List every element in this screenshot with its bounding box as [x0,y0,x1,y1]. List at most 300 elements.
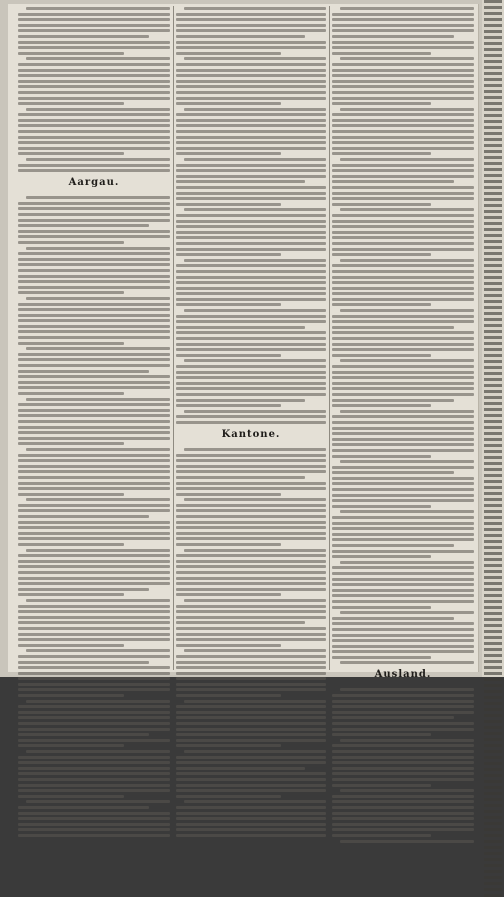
text-line-placeholder [484,876,502,879]
text-line-placeholder [18,41,170,44]
text-line-placeholder [18,454,170,457]
text-line-placeholder [332,733,431,736]
text-line-placeholder [176,348,326,351]
text-line-placeholder [18,275,170,278]
text-line-placeholder [184,750,326,753]
text-line-placeholder [332,52,431,55]
text-line-placeholder [340,57,474,60]
text-line-placeholder [18,74,170,77]
text-line-placeholder [18,744,124,747]
text-line-placeholder [332,354,431,357]
text-line-placeholder [484,804,502,807]
text-line-placeholder [18,230,170,233]
text-line-placeholder [26,549,170,552]
text-line-placeholder [176,141,326,144]
text-line-placeholder [26,498,170,501]
text-line-placeholder [484,726,502,729]
text-line-placeholder [484,264,502,267]
text-line-placeholder [176,688,326,691]
text-line-placeholder [484,306,502,309]
text-line-placeholder [176,415,326,418]
text-line-placeholder [176,806,326,809]
text-line-placeholder [484,468,502,471]
text-line-placeholder [184,208,326,211]
text-line-placeholder [176,169,326,172]
text-line-placeholder [176,661,326,664]
text-line-placeholder [484,156,502,159]
text-line-placeholder [18,661,149,664]
text-line-placeholder [26,196,170,199]
text-line-placeholder [18,403,170,406]
text-line-placeholder [484,270,502,273]
text-line-placeholder [18,69,170,72]
text-line-placeholder [340,259,474,262]
text-line-placeholder [332,634,474,637]
text-line-placeholder [176,225,326,228]
column-middle [176,4,326,672]
text-line-placeholder [484,384,502,387]
text-line-placeholder [18,560,170,563]
text-line-placeholder [176,543,281,546]
text-line-placeholder [484,186,502,189]
text-line-placeholder [332,555,431,558]
text-line-placeholder [484,420,502,423]
text-line-placeholder [18,381,170,384]
text-line-placeholder [18,828,170,831]
text-line-placeholder [176,404,281,407]
text-line-placeholder [484,678,502,681]
text-line-placeholder [484,132,502,135]
text-line-placeholder [18,152,124,155]
text-block-kantone [176,445,326,837]
text-line-placeholder [18,342,124,345]
text-line-placeholder [484,768,502,771]
text-line-placeholder [332,180,454,183]
text-line-placeholder [484,888,502,891]
text-line-placeholder [484,108,502,111]
text-line-placeholder [484,174,502,177]
text-line-placeholder [18,437,170,440]
text-line-placeholder [184,359,326,362]
text-line-placeholder [484,258,502,261]
text-line-placeholder [18,308,170,311]
text-line-placeholder [26,700,170,703]
text-line-placeholder [332,538,474,541]
text-line-placeholder [18,91,170,94]
text-line-placeholder [484,438,502,441]
text-line-placeholder [176,292,326,295]
text-line-placeholder [484,846,502,849]
text-line-placeholder [484,828,502,831]
text-line-placeholder [18,728,170,731]
text-line-placeholder [18,330,170,333]
text-line-placeholder [332,74,474,77]
text-line-placeholder [484,510,502,513]
text-line-placeholder [484,702,502,705]
text-line-placeholder [332,24,474,27]
text-line-placeholder [484,222,502,225]
text-line-placeholder [176,834,326,837]
text-line-placeholder [18,13,170,16]
text-line-placeholder [332,192,474,195]
text-line-placeholder [484,90,502,93]
text-line-placeholder [332,371,474,374]
text-line-placeholder [176,186,326,189]
column-rule [329,6,330,670]
text-line-placeholder [332,834,431,837]
text-line-placeholder [176,537,326,540]
text-line-placeholder [176,509,326,512]
text-line-placeholder [176,610,326,613]
text-line-placeholder [484,522,502,525]
text-line-placeholder [18,565,170,568]
text-line-placeholder [18,314,170,317]
text-line-placeholder [184,549,326,552]
text-line-placeholder [484,18,502,21]
text-line-placeholder [332,320,474,323]
text-line-placeholder [484,444,502,447]
text-line-placeholder [18,291,124,294]
text-line-placeholder [484,408,502,411]
text-line-placeholder [18,493,124,496]
text-line-placeholder [484,708,502,711]
text-line-placeholder [484,564,502,567]
text-line-placeholder [176,46,326,49]
text-line-placeholder [18,716,170,719]
text-line-placeholder [176,644,281,647]
text-line-placeholder [332,466,474,469]
text-line-placeholder [18,683,170,686]
text-line-placeholder [18,470,170,473]
text-line-placeholder [332,113,474,116]
text-line-placeholder [332,175,474,178]
text-line-placeholder [484,372,502,375]
text-line-placeholder [18,370,149,373]
text-line-placeholder [484,336,502,339]
text-line-placeholder [18,124,170,127]
text-line-placeholder [18,136,170,139]
text-line-placeholder [484,672,502,675]
text-line-placeholder [176,666,326,669]
text-line-placeholder [26,800,170,803]
text-line-placeholder [26,108,170,111]
text-line-placeholder [332,533,474,536]
text-line-placeholder [18,325,170,328]
text-line-placeholder [176,638,326,641]
text-line-placeholder [18,431,170,434]
text-line-placeholder [184,448,326,451]
text-line-placeholder [176,526,326,529]
text-line-placeholder [18,85,170,88]
text-line-placeholder [340,309,474,312]
text-line-placeholder [484,234,502,237]
text-line-placeholder [332,750,474,753]
text-line-placeholder [484,366,502,369]
text-line-placeholder [18,733,149,736]
text-line-placeholder [332,443,474,446]
text-line-placeholder [176,421,326,424]
text-block-top [18,4,170,172]
text-line-placeholder [332,13,474,16]
text-line-placeholder [484,42,502,45]
text-line-placeholder [332,645,474,648]
text-line-placeholder [484,786,502,789]
text-line-placeholder [176,231,326,234]
text-line-placeholder [332,169,474,172]
text-line-placeholder [332,650,474,653]
text-line-placeholder [332,639,474,642]
text-line-placeholder [484,240,502,243]
text-line-placeholder [484,120,502,123]
text-line-placeholder [176,744,281,747]
text-line-placeholder [332,477,474,480]
text-line-placeholder [18,532,170,535]
text-line-placeholder [176,29,326,32]
text-line-placeholder [332,29,474,32]
text-line-placeholder [332,85,474,88]
text-line-placeholder [332,622,474,625]
text-line-placeholder [332,281,474,284]
text-line-placeholder [332,578,474,581]
text-line-placeholder [176,248,326,251]
text-line-placeholder [332,784,431,787]
text-line-placeholder [484,300,502,303]
text-line-placeholder [484,696,502,699]
text-line-placeholder [18,336,170,339]
text-line-placeholder [332,102,431,105]
text-line-placeholder [176,633,326,636]
text-line-placeholder [484,606,502,609]
text-line-placeholder [176,577,326,580]
text-line-placeholder [340,688,474,691]
text-line-placeholder [176,789,326,792]
text-line-placeholder [176,63,326,66]
text-line-placeholder [26,247,170,250]
text-line-placeholder [484,348,502,351]
text-line-placeholder [176,315,326,318]
text-line-placeholder [332,287,474,290]
text-line-placeholder [176,253,281,256]
text-line-placeholder [176,175,326,178]
text-line-placeholder [176,85,326,88]
text-line-placeholder [484,228,502,231]
text-line-placeholder [176,504,326,507]
text-line-placeholder [332,505,431,508]
text-line-placeholder [18,147,170,150]
text-line-placeholder [176,220,326,223]
text-line-placeholder [332,393,474,396]
text-line-placeholder [484,540,502,543]
text-line-placeholder [176,705,326,708]
text-line-placeholder [484,456,502,459]
text-line-placeholder [484,96,502,99]
text-line-placeholder [332,482,474,485]
text-line-placeholder [484,810,502,813]
text-line-placeholder [484,450,502,453]
text-line-placeholder [484,252,502,255]
text-line-placeholder [332,63,474,66]
text-line-placeholder [332,494,474,497]
text-line-placeholder [484,432,502,435]
text-line-placeholder [18,113,170,116]
text-line-placeholder [484,150,502,153]
text-line-placeholder [484,12,502,15]
text-line-placeholder [484,78,502,81]
text-line-placeholder [176,470,326,473]
text-line-placeholder [18,571,170,574]
text-line-placeholder [176,778,326,781]
text-line-placeholder [176,242,326,245]
text-line-placeholder [484,666,502,669]
text-line-placeholder [332,722,474,725]
text-line-placeholder [176,197,326,200]
text-line-placeholder [484,690,502,693]
text-line-placeholder [484,318,502,321]
text-line-placeholder [26,158,170,161]
text-line-placeholder [332,488,474,491]
text-line-placeholder [340,611,474,614]
text-line-placeholder [332,119,474,122]
text-line-placeholder [332,18,474,21]
text-line-placeholder [484,780,502,783]
text-line-placeholder [332,583,474,586]
text-line-placeholder [484,24,502,27]
text-line-placeholder [340,661,474,664]
text-line-placeholder [176,236,326,239]
text-line-placeholder [484,426,502,429]
text-line-placeholder [332,438,474,441]
text-line-placeholder [184,259,326,262]
text-line-placeholder [176,119,326,122]
text-line-placeholder [340,208,474,211]
text-line-placeholder [18,224,149,227]
text-line-placeholder [484,660,502,663]
text-line-placeholder [18,515,149,518]
text-line-placeholder [18,52,124,55]
text-line-placeholder [176,521,326,524]
text-line-placeholder [176,565,326,568]
text-line-placeholder [332,292,474,295]
text-line-placeholder [18,789,170,792]
text-line-placeholder [18,823,170,826]
text-line-placeholder [332,147,474,150]
text-line-placeholder [484,822,502,825]
text-line-placeholder [484,552,502,555]
text-line-placeholder [484,852,502,855]
text-line-placeholder [332,152,431,155]
text-line-placeholder [176,716,326,719]
text-line-placeholder [484,624,502,627]
text-line-placeholder [332,795,474,798]
text-line-placeholder [484,198,502,201]
text-line-placeholder [18,593,124,596]
text-line-placeholder [332,382,474,385]
text-line-placeholder [18,812,170,815]
text-line-placeholder [332,141,474,144]
text-line-placeholder [18,806,149,809]
text-line-placeholder [176,331,326,334]
text-line-placeholder [484,330,502,333]
text-line-placeholder [176,69,326,72]
text-line-placeholder [184,410,326,413]
text-line-placeholder [18,97,170,100]
text-line-placeholder [484,72,502,75]
text-line-placeholder [18,375,170,378]
text-line-placeholder [18,638,170,641]
text-line-placeholder [340,561,474,564]
text-line-placeholder [176,828,326,831]
text-line-placeholder [176,287,326,290]
text-line-placeholder [484,570,502,573]
text-line-placeholder [332,337,474,340]
text-line-placeholder [18,504,170,507]
text-line-placeholder [484,840,502,843]
text-line-placeholder [176,756,326,759]
text-line-placeholder [332,203,431,206]
text-line-placeholder [18,353,170,356]
text-line-placeholder [332,326,454,329]
text-line-placeholder [332,432,474,435]
text-line-placeholder [176,454,326,457]
text-line-placeholder [176,655,326,658]
text-line-placeholder [332,97,474,100]
text-line-placeholder [18,694,124,697]
text-line-placeholder [332,694,474,697]
text-line-placeholder [184,599,326,602]
text-line-placeholder [484,792,502,795]
text-line-placeholder [176,124,326,127]
text-line-placeholder [18,756,170,759]
newspaper-page [8,4,478,681]
text-block-ausland [332,685,474,842]
text-line-placeholder [484,816,502,819]
text-line-placeholder [484,498,502,501]
text-block-middle-top [176,4,326,424]
text-line-placeholder [18,554,170,557]
text-line-placeholder [332,806,474,809]
text-line-placeholder [176,621,305,624]
text-line-placeholder [484,576,502,579]
text-line-placeholder [332,589,474,592]
text-line-placeholder [332,214,474,217]
text-line-placeholder [26,57,170,60]
text-line-placeholder [176,593,281,596]
text-line-placeholder [176,616,326,619]
text-line-placeholder [484,342,502,345]
text-line-placeholder [332,499,474,502]
text-line-placeholder [176,711,326,714]
text-line-placeholder [176,113,326,116]
text-line-placeholder [26,448,170,451]
text-line-placeholder [484,516,502,519]
text-line-placeholder [18,280,170,283]
text-line-placeholder [332,248,474,251]
text-line-placeholder [332,236,474,239]
text-line-placeholder [176,627,326,630]
text-line-placeholder [18,722,170,725]
text-line-placeholder [18,303,170,306]
text-line-placeholder [176,80,326,83]
text-line-placeholder [332,527,474,530]
text-line-placeholder [176,728,326,731]
text-line-placeholder [176,817,326,820]
text-line-placeholder [18,526,170,529]
text-line-placeholder [484,534,502,537]
text-line-placeholder [26,750,170,753]
text-line-placeholder [484,216,502,219]
text-line-placeholder [484,612,502,615]
text-line-placeholder [18,102,124,105]
